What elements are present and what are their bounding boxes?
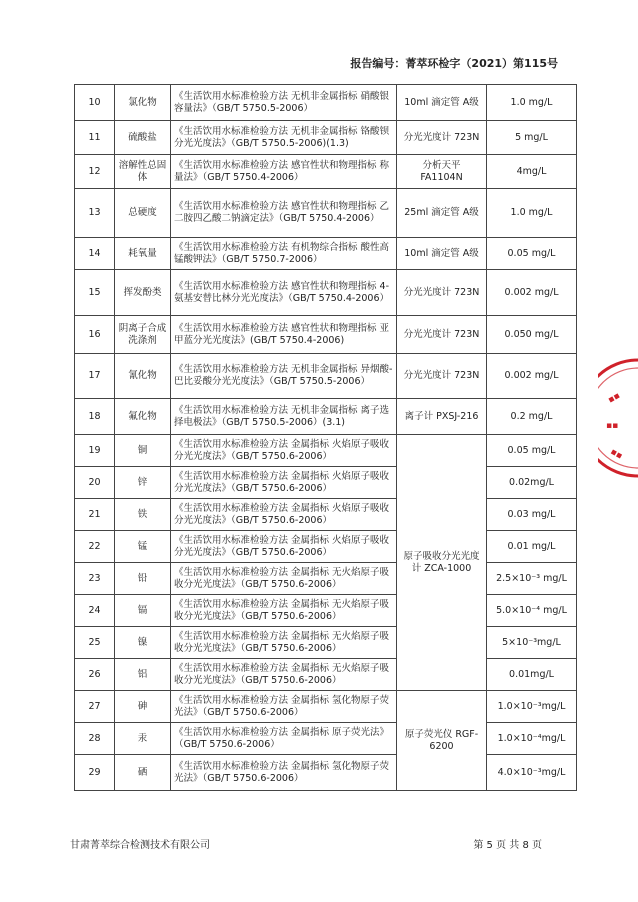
test-item: 硒 (115, 755, 171, 791)
table-row (75, 270, 577, 316)
detection-limit: 1.0 mg/L (487, 85, 577, 121)
detection-limit: 0.002 mg/L (487, 270, 577, 316)
test-item: 镉 (115, 595, 171, 627)
row-number: 14 (75, 238, 115, 270)
row-number: 28 (75, 723, 115, 755)
row-number: 18 (75, 399, 115, 435)
detection-limit: 0.050 mg/L (487, 316, 577, 354)
table-row (75, 563, 577, 595)
test-method: 《生活饮用水标准检验方法 无机非金属指标 铬酸钡分光光度法》（GB/T 5750.5-2006)(1.3) (171, 121, 397, 155)
row-number: 21 (75, 499, 115, 531)
test-method: 《生活饮用水标准检验方法 感官性状和物理指标 4-氨基安替比林分光光度法》（GB/T 5750.4-2006） (171, 270, 397, 316)
table-row (75, 155, 577, 189)
test-method: 《生活饮用水标准检验方法 金属指标 氢化物原子荧光法》（GB/T 5750.6-2006） (171, 755, 397, 791)
page-number: 第 5 页 共 8 页 (473, 840, 542, 851)
instrument-aas: 原子吸收分光光度计 ZCA-1000 (397, 435, 487, 691)
test-method: 《生活饮用水标准检验方法 金属指标 火焰原子吸收分光光度法》（GB/T 5750.6-2006） (171, 467, 397, 499)
detection-limit: 4.0×10⁻³mg/L (487, 755, 577, 791)
test-method: 《生活饮用水标准检验方法 金属指标 无火焰原子吸收分光光度法》（GB/T 5750.6-2006） (171, 563, 397, 595)
test-item: 镍 (115, 627, 171, 659)
instrument: 分光光度计 723N (397, 354, 487, 399)
test-method: 《生活饮用水标准检验方法 感官性状和物理指标 乙二胺四乙酸二钠滴定法》（GB/T 5750.4-2006） (171, 189, 397, 238)
detection-limit: 0.05 mg/L (487, 238, 577, 270)
table-row (75, 238, 577, 270)
instrument: 25ml 滴定管 A级 (397, 189, 487, 238)
table-row (75, 627, 577, 659)
test-item: 挥发酚类 (115, 270, 171, 316)
test-item: 耗氧量 (115, 238, 171, 270)
detection-limit: 1.0×10⁻³mg/L (487, 691, 577, 723)
table-row (75, 723, 577, 755)
test-method: 《生活饮用水标准检验方法 有机物综合指标 酸性高锰酸钾法》（GB/T 5750.7-2006） (171, 238, 397, 270)
test-method: 《生活饮用水标准检验方法 金属指标 火焰原子吸收分光光度法》（GB/T 5750.6-2006） (171, 531, 397, 563)
table-row (75, 85, 577, 121)
instrument: 10ml 滴定管 A级 (397, 85, 487, 121)
test-method: 《生活饮用水标准检验方法 感官性状和物理指标 亚甲蓝分光光度法》(GB/T 5750.4-2006) (171, 316, 397, 354)
company-name: 甘肃菁萃综合检测技术有限公司 (70, 840, 210, 851)
table-row (75, 595, 577, 627)
row-number: 11 (75, 121, 115, 155)
detection-limit: 0.02mg/L (487, 467, 577, 499)
row-number: 22 (75, 531, 115, 563)
detection-limit: 0.01mg/L (487, 659, 577, 691)
detection-limit: 5 mg/L (487, 121, 577, 155)
table-row (75, 755, 577, 791)
table-row (75, 435, 577, 467)
test-method: 《生活饮用水标准检验方法 金属指标 原子荧光法》（GB/T 5750.6-2006） (171, 723, 397, 755)
instrument: 10ml 滴定管 A级 (397, 238, 487, 270)
test-item: 溶解性总固体 (115, 155, 171, 189)
test-item: 阴离子合成洗涤剂 (115, 316, 171, 354)
row-number: 12 (75, 155, 115, 189)
test-item: 铁 (115, 499, 171, 531)
detection-limit: 0.03 mg/L (487, 499, 577, 531)
detection-limit: 0.01 mg/L (487, 531, 577, 563)
instrument: 分光光度计 723N (397, 121, 487, 155)
detection-limit: 0.002 mg/L (487, 354, 577, 399)
test-item: 铜 (115, 435, 171, 467)
row-number: 10 (75, 85, 115, 121)
detection-limit: 5.0×10⁻⁴ mg/L (487, 595, 577, 627)
detection-limit: 4mg/L (487, 155, 577, 189)
test-methods-table (74, 84, 577, 791)
test-item: 砷 (115, 691, 171, 723)
test-method: 《生活饮用水标准检验方法 感官性状和物理指标 称量法》（GB/T 5750.4-2006） (171, 155, 397, 189)
svg-text:▪▪: ▪▪ (606, 421, 619, 431)
test-item: 硫酸盐 (115, 121, 171, 155)
test-item: 锰 (115, 531, 171, 563)
table-row (75, 499, 577, 531)
row-number: 23 (75, 563, 115, 595)
test-method: 《生活饮用水标准检验方法 无机非金属指标 离子选择电极法》（GB/T 5750.5-2006）(3.1) (171, 399, 397, 435)
test-method: 《生活饮用水标准检验方法 金属指标 火焰原子吸收分光光度法》（GB/T 5750.6-2006） (171, 435, 397, 467)
detection-limit: 1.0 mg/L (487, 189, 577, 238)
row-number: 27 (75, 691, 115, 723)
row-number: 17 (75, 354, 115, 399)
test-item: 铝 (115, 659, 171, 691)
row-number: 24 (75, 595, 115, 627)
detection-limit: 2.5×10⁻³ mg/L (487, 563, 577, 595)
company-seal (598, 358, 638, 478)
table-row (75, 531, 577, 563)
test-item: 汞 (115, 723, 171, 755)
row-number: 15 (75, 270, 115, 316)
test-item: 总硬度 (115, 189, 171, 238)
test-item: 氟化物 (115, 399, 171, 435)
row-number: 26 (75, 659, 115, 691)
table-row (75, 659, 577, 691)
row-number: 19 (75, 435, 115, 467)
row-number: 25 (75, 627, 115, 659)
table-row (75, 121, 577, 155)
instrument: 离子计 PXSJ-216 (397, 399, 487, 435)
test-item: 氯化物 (115, 85, 171, 121)
test-method: 《生活饮用水标准检验方法 金属指标 火焰原子吸收分光光度法》（GB/T 5750.6-2006） (171, 499, 397, 531)
test-item: 铅 (115, 563, 171, 595)
test-method: 《生活饮用水标准检验方法 金属指标 无火焰原子吸收分光光度法》（GB/T 5750.6-2006） (171, 659, 397, 691)
detection-limit: 0.2 mg/L (487, 399, 577, 435)
instrument-afs: 原子荧光仪 RGF-6200 (397, 691, 487, 791)
instrument: 分光光度计 723N (397, 316, 487, 354)
detection-limit: 5×10⁻³mg/L (487, 627, 577, 659)
row-number: 13 (75, 189, 115, 238)
svg-text:▪▪: ▪▪ (608, 446, 625, 462)
report-number: 报告编号：菁萃环检字（2021）第115号 (350, 57, 558, 70)
row-number: 29 (75, 755, 115, 791)
test-method: 《生活饮用水标准检验方法 无机非金属指标 异烟酸-巴比妥酸分光光度法》（GB/T 5750.5-2006） (171, 354, 397, 399)
test-method: 《生活饮用水标准检验方法 金属指标 氢化物原子荧光法》（GB/T 5750.6-2006） (171, 691, 397, 723)
detection-limit: 1.0×10⁻⁴mg/L (487, 723, 577, 755)
table-row (75, 467, 577, 499)
table-row (75, 399, 577, 435)
test-method: 《生活饮用水标准检验方法 金属指标 无火焰原子吸收分光光度法》（GB/T 5750.6-2006） (171, 627, 397, 659)
instrument: 分析天平 FA1104N (397, 155, 487, 189)
test-method: 《生活饮用水标准检验方法 无机非金属指标 硝酸银容量法》（GB/T 5750.5-2006） (171, 85, 397, 121)
table-row (75, 316, 577, 354)
table-row (75, 189, 577, 238)
instrument: 分光光度计 723N (397, 270, 487, 316)
test-item: 氰化物 (115, 354, 171, 399)
row-number: 16 (75, 316, 115, 354)
row-number: 20 (75, 467, 115, 499)
test-item: 锌 (115, 467, 171, 499)
detection-limit: 0.05 mg/L (487, 435, 577, 467)
svg-text:▪▪: ▪▪ (606, 390, 623, 406)
test-method: 《生活饮用水标准检验方法 金属指标 无火焰原子吸收分光光度法》（GB/T 5750.6-2006） (171, 595, 397, 627)
table-row (75, 354, 577, 399)
table-row (75, 691, 577, 723)
